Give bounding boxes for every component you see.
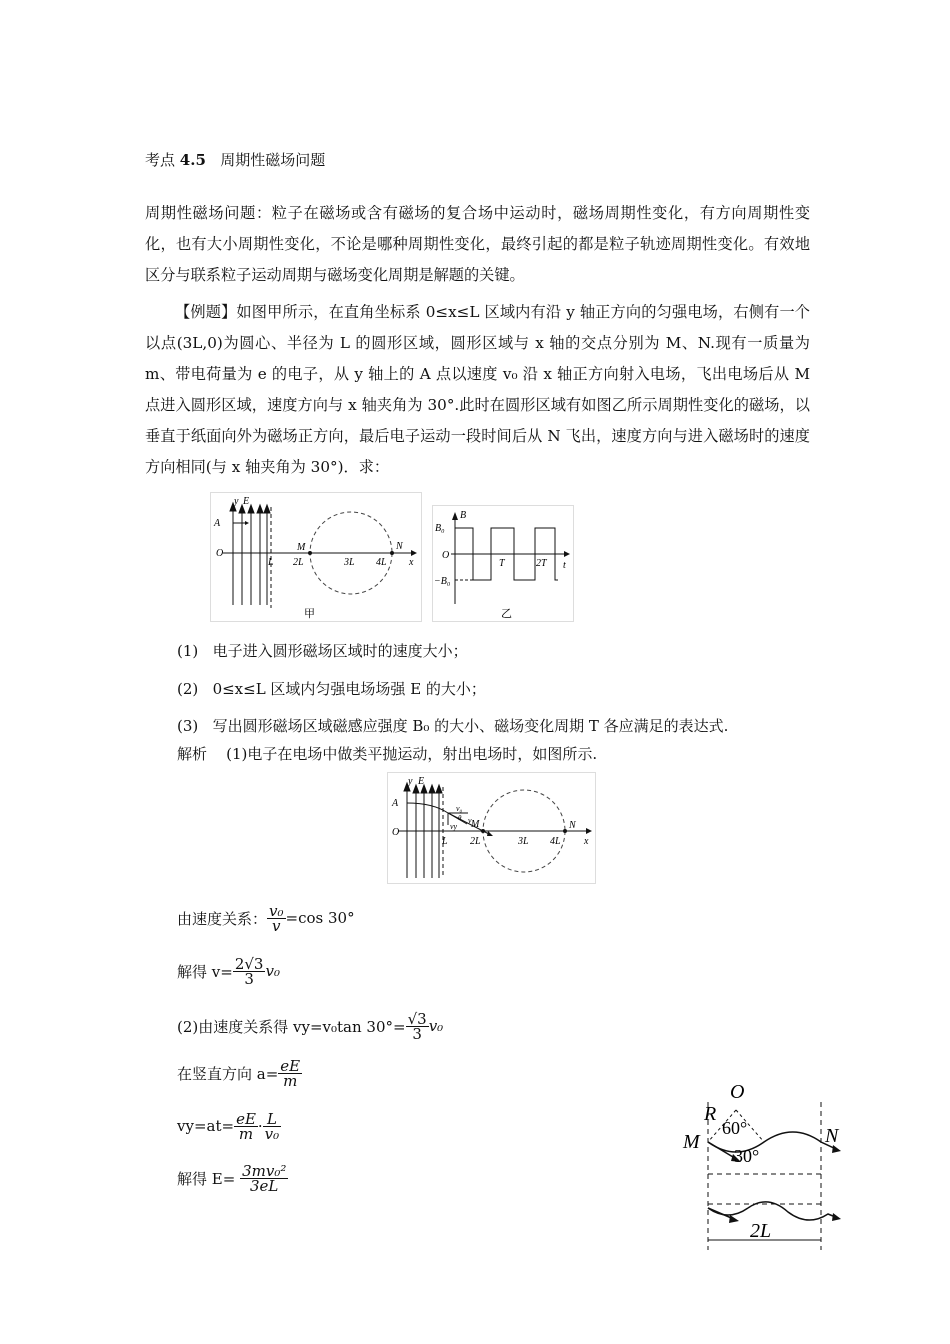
eq2-var: v₀ xyxy=(265,962,280,980)
right-60-label: 60° xyxy=(722,1118,748,1138)
jia-O-label: O xyxy=(216,548,224,559)
question-number: (2) xyxy=(177,680,199,698)
equation-5: vy=at= $\frac{eE}{m}$ · $\frac{L}{\text{v₀}}$ xyxy=(177,1109,280,1143)
sol-theta-label: θ xyxy=(458,814,462,822)
figure-yi xyxy=(432,505,574,622)
equation-1 xyxy=(177,900,355,936)
sol-M-label: M xyxy=(471,819,480,830)
eq2-coef-top: 2 xyxy=(234,954,245,973)
solution-intro xyxy=(177,744,597,764)
eq3-prefix: (2)由速度关系得 vy=v₀tan 30°= xyxy=(177,1017,406,1036)
jia-y-label: y xyxy=(234,496,239,507)
sol-L-label: L xyxy=(442,836,448,847)
eq6-den: 3eL xyxy=(250,1176,279,1195)
eq4-num: eE xyxy=(280,1056,301,1075)
solution-label: 解析 xyxy=(177,745,208,763)
right-M-label: M xyxy=(683,1131,700,1153)
jia-A-label: A xyxy=(214,518,221,529)
eq6-prefix: 解得 E= xyxy=(177,1169,236,1188)
yi-2T-label: 2T xyxy=(536,558,547,569)
eq2-prefix: 解得 v= xyxy=(177,962,233,981)
yi-B0-label: B₀ xyxy=(435,523,445,534)
eq4-prefix: 在竖直方向 a= xyxy=(177,1064,279,1083)
solution-intro-text: (1)电子在电场中做类平抛运动，射出电场时，如图所示. xyxy=(226,745,598,763)
right-O-label: O xyxy=(730,1082,745,1103)
sol-y-label: y xyxy=(408,776,413,787)
jia-4L-label: 4L xyxy=(376,557,387,568)
yi-mB0-label: −B₀ xyxy=(434,576,451,587)
question-number: (1) xyxy=(177,642,199,660)
solution-figure xyxy=(387,772,596,884)
eq2-coef-bottom: 3 xyxy=(233,971,266,986)
section-heading xyxy=(145,150,325,170)
equation-6 xyxy=(177,1158,288,1198)
eq3-bottom: 3 xyxy=(406,1026,429,1041)
eq6-fraction xyxy=(240,1161,288,1195)
eq3-coefficient: $\frac{√3}{3}$ xyxy=(407,1009,427,1043)
eq5-fraction-2 xyxy=(263,1109,282,1143)
equation-2 xyxy=(177,953,280,989)
yi-t-label: t xyxy=(563,560,566,571)
figure-jia xyxy=(210,492,422,622)
eq3-sqrt: 3 xyxy=(417,1009,427,1028)
jia-N-label: N xyxy=(396,541,403,552)
eq1-rhs: =cos 30° xyxy=(285,909,355,927)
question-text: 写出圆形磁场区域磁感应强度 B₀ 的大小、磁场变化周期 T 各应满足的表达式. xyxy=(212,717,729,735)
figure-jia-diagram xyxy=(211,493,421,621)
right-figure-diagram xyxy=(678,1082,848,1254)
question-number: (3) xyxy=(177,717,199,735)
right-30-label: 30° xyxy=(734,1146,760,1166)
heading-label: 考点 xyxy=(145,151,176,169)
eq2-coefficient: $\frac{2√3}{3}$ xyxy=(234,954,264,988)
question-1 xyxy=(177,641,468,661)
yi-caption: 乙 xyxy=(501,608,512,620)
jia-2L-label: 2L xyxy=(293,557,304,568)
sol-x-label: x xyxy=(584,836,589,847)
eq5-num2: L xyxy=(263,1112,282,1127)
figure-yi-diagram xyxy=(433,506,573,621)
sol-3L-label: 3L xyxy=(518,836,529,847)
sol-N-label: N xyxy=(569,820,576,831)
question-text: 0≤x≤L 区域内匀强电场场强 E 的大小； xyxy=(212,680,486,698)
question-text: 电子进入圆形磁场区域时的速度大小； xyxy=(212,642,468,660)
question-2 xyxy=(177,679,486,699)
eq1-num: v₀ xyxy=(269,901,284,920)
equation-3 xyxy=(177,1008,443,1044)
heading-number: 4.5 xyxy=(179,151,206,169)
eq6-num: 3mv₀² xyxy=(242,1161,287,1180)
eq3-var: v₀ xyxy=(428,1017,444,1035)
eq5-prefix: vy=at= xyxy=(177,1117,235,1135)
jia-E-label: E xyxy=(243,496,250,507)
eq4-fraction xyxy=(278,1056,302,1090)
right-R-label: R xyxy=(704,1103,717,1125)
equation-4 xyxy=(177,1055,302,1091)
sol-A-label: A xyxy=(392,798,399,809)
yi-B-label: B xyxy=(460,510,467,521)
yi-O-label: O xyxy=(442,550,450,561)
right-figure xyxy=(678,1082,848,1254)
sol-v-label: v xyxy=(468,816,472,825)
question-3 xyxy=(177,716,728,736)
example-paragraph: 【例题】如图甲所示，在直角坐标系 0≤x≤L 区域内有沿 y 轴正方向的匀强电场，右侧有一个以点(3L,0)为圆心、半径为 L 的圆形区域，圆形区域与 x 轴的交点分别为 M、N.现有一质量为 m、带电荷量为 e 的电子，从 y 轴上的 A 点以速度 v₀ 沿 x 轴正方向射入电场，飞出电场后从 M 点进入圆形区域，速度方向与 x 轴夹角为 30°.此时在圆形区域有如图乙所示周期性变化的磁场，以垂直于纸面向外为磁场正方向，最后电子运动一段时间后从 N 飞出，速度方向与进入磁场时的速度方向相同(与 x 轴夹角为 30°)．求： xyxy=(145,303,810,476)
sol-v0-label: v₀ xyxy=(456,804,463,813)
eq1-fraction xyxy=(267,901,286,935)
eq5-den2: v₀ xyxy=(264,1124,280,1143)
jia-3L-label: 3L xyxy=(344,557,355,568)
intro-paragraph: 周期性磁场问题：粒子在磁场或含有磁场的复合场中运动时，磁场周期性变化，有方向周期性变化，也有大小周期性变化，不论是哪种周期性变化，最终引起的都是粒子轨迹周期性变化。有效地区分与联系粒子运动周期与磁场变化周期是解题的关键。 xyxy=(145,204,810,284)
right-2L-label: 2L xyxy=(750,1220,772,1242)
jia-L-label: L xyxy=(268,557,274,568)
eq1-prefix: 由速度关系： xyxy=(177,909,268,928)
heading-title: 周期性磁场问题 xyxy=(220,151,326,169)
solution-figure-diagram xyxy=(388,773,595,883)
eq5-fraction-1 xyxy=(234,1109,258,1143)
eq5-num1: eE xyxy=(236,1109,256,1128)
eq4-den: m xyxy=(283,1071,298,1090)
jia-caption: 甲 xyxy=(304,608,315,620)
sol-E-label: E xyxy=(418,776,425,787)
eq1-den: v xyxy=(272,916,281,935)
eq2-coef-sqrt: 3 xyxy=(253,954,264,973)
yi-T-label: T xyxy=(499,558,505,569)
jia-M-label: M xyxy=(297,542,306,553)
sol-2L-label: 2L xyxy=(470,836,481,847)
jia-x-label: x xyxy=(409,557,414,568)
eq5-den1: m xyxy=(238,1124,254,1143)
right-N-label: N xyxy=(825,1125,839,1147)
sol-O-label: O xyxy=(392,827,400,838)
sol-vy-label: vy xyxy=(450,822,458,831)
sol-4L-label: 4L xyxy=(550,836,561,847)
